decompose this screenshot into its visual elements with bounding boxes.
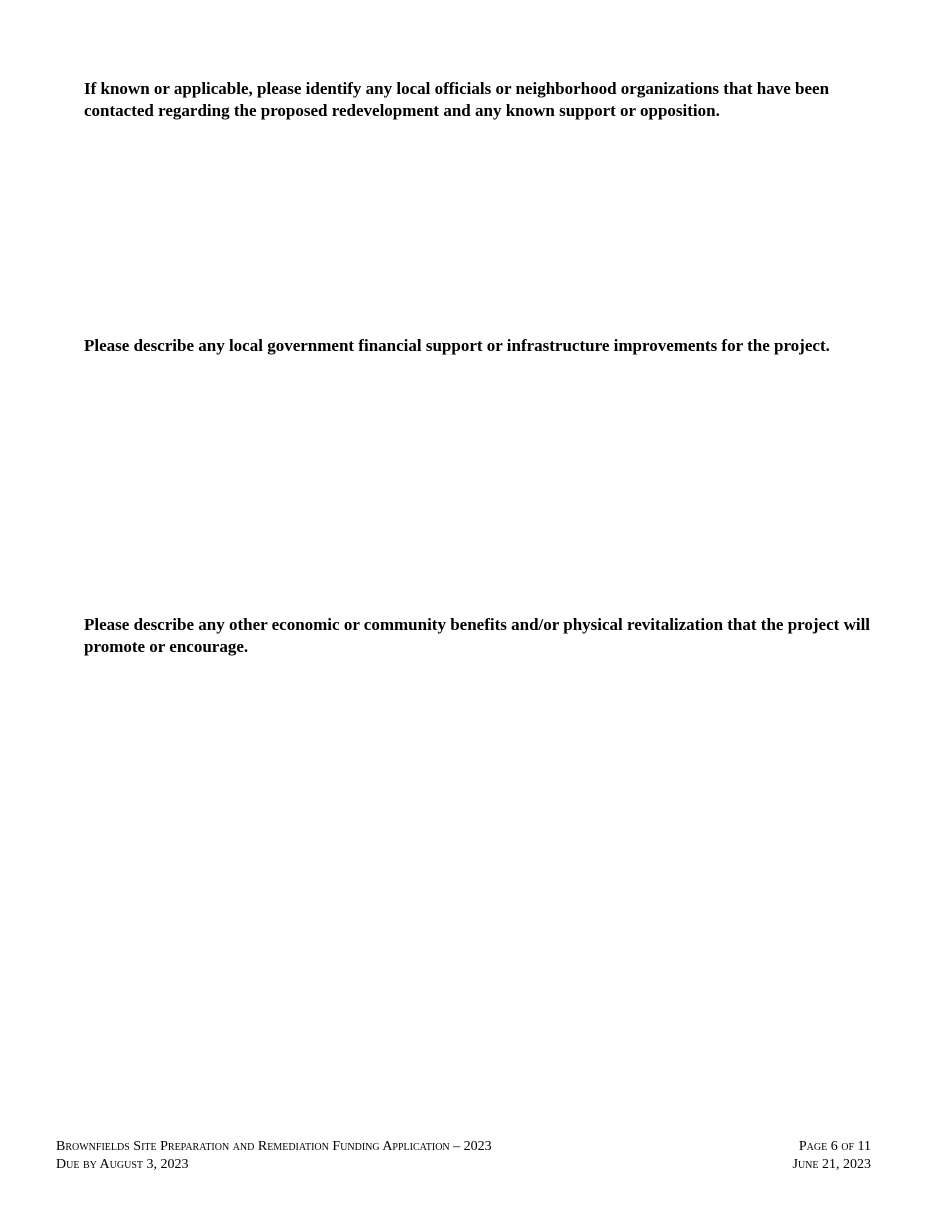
page-footer bbox=[56, 1138, 871, 1174]
footer-due-date: Due by August 3, 2023 bbox=[56, 1157, 189, 1172]
footer-revision-date: June 21, 2023 bbox=[792, 1157, 871, 1172]
question-community-benefits: Please describe any other economic or community benefits and/or physical revitalization that the project will promote or encourage. bbox=[84, 615, 871, 656]
answer-area-community-benefits[interactable] bbox=[84, 660, 874, 1130]
question-local-officials-contacted: If known or applicable, please identify any local officials or neighborhood organizations that have been contacted regarding the proposed redevelopment and any known support or opposition. bbox=[84, 79, 830, 120]
footer-page-number: Page 6 of 11 bbox=[798, 1139, 871, 1154]
question-local-government-support: Please describe any local government financial support or infrastructure improvements for the project. bbox=[84, 336, 830, 355]
answer-area-government-support[interactable] bbox=[84, 382, 874, 602]
footer-row-top bbox=[56, 1138, 871, 1156]
footer-application-title: Brownfields Site Preparation and Remediation Funding Application – 2023 bbox=[56, 1139, 492, 1154]
answer-area-local-officials[interactable] bbox=[84, 126, 874, 326]
footer-row-bottom bbox=[56, 1156, 871, 1174]
